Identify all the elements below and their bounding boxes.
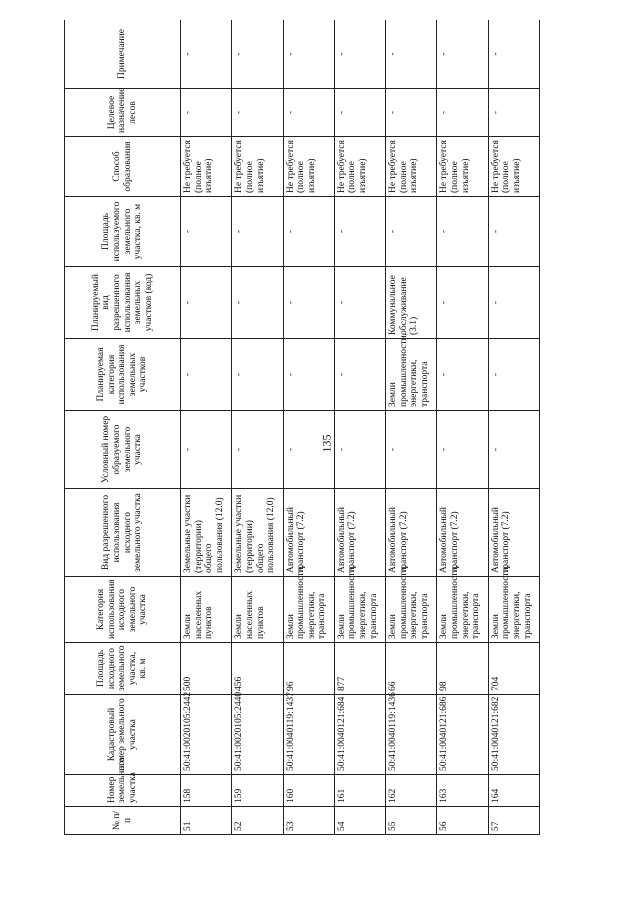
cell-num: 54 [334,807,385,835]
cell-use-plan: - [488,267,539,339]
cell-cadastral: 50:41:0020105:2442 [181,695,232,775]
header-num: № п/п [65,807,181,835]
cell-use-src: Автомобильный транспорт (7.2) [334,489,385,577]
cell-cat-src: Земли населенных пунктов [232,577,283,643]
cell-area-src: 98 [437,643,488,695]
cell-forest: - [283,89,334,137]
cell-note: - [488,20,539,89]
cell-area-src: 96 [283,643,334,695]
table-body [181,20,540,835]
table-row [181,20,232,835]
cell-area-used: - [334,197,385,267]
cell-use-src: Земельные участки (территории) общего пользования (12.0) [232,489,283,577]
cell-plot-no: 162 [386,775,437,807]
cell-plot-no: 164 [488,775,539,807]
header-area-src: Площадь исходного земельного участка, кв. м [65,643,181,695]
cell-use-plan: Коммунальное обслуживание (3.1) [386,267,437,339]
cell-method: Не требуется (полное изъятие) [488,137,539,197]
cell-use-plan: - [437,267,488,339]
cell-method: Не требуется (полное изъятие) [437,137,488,197]
cell-area-used: - [488,197,539,267]
table-row [334,20,385,835]
cell-cat-src: Земли промышленности, энергетики, транспорта [488,577,539,643]
cell-area-used: - [437,197,488,267]
cell-forest: - [181,89,232,137]
cell-use-plan: - [232,267,283,339]
cell-cadastral: 50:41:0040119:1436 [386,695,437,775]
cell-forest: - [232,89,283,137]
cell-cadastral: 50:41:0040121:684 [334,695,385,775]
cell-use-plan: - [283,267,334,339]
cell-area-used: - [181,197,232,267]
cell-method: Не требуется (полное изъятие) [181,137,232,197]
cell-method: Не требуется (полное изъятие) [334,137,385,197]
table-container [64,20,540,835]
cell-cadastral: 50:41:0040119:1437 [283,695,334,775]
cell-plot-no: 163 [437,775,488,807]
cell-area-used: - [232,197,283,267]
cell-forest: - [334,89,385,137]
table-row [283,20,334,835]
cell-cat-plan: - [437,339,488,411]
cell-plot-no: 158 [181,775,232,807]
cell-num: 51 [181,807,232,835]
cell-area-used: - [283,197,334,267]
header-cadastral: Кадастровый номер земельного участка [65,695,181,775]
cell-cond-no: - [181,411,232,489]
cell-area-src: 456 [232,643,283,695]
cell-num: 57 [488,807,539,835]
cell-area-src: 704 [488,643,539,695]
cell-cat-src: Земли промышленности, энергетики, транспорта [283,577,334,643]
cell-use-src: Автомобильный транспорт (7.2) [488,489,539,577]
cell-cond-no: - [334,411,385,489]
cell-note: - [283,20,334,89]
cell-use-src: Земельные участки (территории) общего пользования (12.0) [181,489,232,577]
cell-cond-no: - [437,411,488,489]
header-cat-plan: Планируемая категория использования земельных участков [65,339,181,411]
cell-cat-src: Земли промышленности, энергетики, транспорта [437,577,488,643]
page-number: 135 [319,434,334,453]
cell-area-src: 500 [181,643,232,695]
header-plot-no: Номер земельного участка [65,775,181,807]
header-area-used: Площадь используемого земельного участка, кв. м [65,197,181,267]
table-row [386,20,437,835]
cell-area-used: - [386,197,437,267]
cell-plot-no: 160 [283,775,334,807]
header-method: Способ образования [65,137,181,197]
cell-cond-no: - [283,411,334,489]
cell-num: 56 [437,807,488,835]
cell-forest: - [437,89,488,137]
cell-use-src: Автомобильный транспорт (7.2) [283,489,334,577]
cell-num: 53 [283,807,334,835]
table-row [488,20,539,835]
cell-cat-src: Земли населенных пунктов [181,577,232,643]
rotated-table-wrapper [64,20,540,835]
cell-use-src: Автомобильный транспорт (7.2) [386,489,437,577]
table-row [232,20,283,835]
cell-cat-plan: - [283,339,334,411]
cell-note: - [181,20,232,89]
cell-area-src: 877 [334,643,385,695]
cell-note: - [437,20,488,89]
cell-forest: - [488,89,539,137]
cell-num: 52 [232,807,283,835]
cell-cond-no: - [488,411,539,489]
cell-plot-no: 159 [232,775,283,807]
cell-use-plan: - [334,267,385,339]
cell-cadastral: 50:41:0040121:682 [488,695,539,775]
header-use-plan: Планируемый вид разрешенного использования земельных участков (код) [65,267,181,339]
cell-cat-src: Земли промышленности, энергетики, транспорта [386,577,437,643]
cell-cond-no: - [386,411,437,489]
cell-method: Не требуется (полное изъятие) [232,137,283,197]
header-row [65,20,181,835]
cell-cat-plan: - [232,339,283,411]
cell-note: - [334,20,385,89]
cell-cadastral: 50:41:0040121:686 [437,695,488,775]
header-cat-src: Категория использования исходного земельного участка [65,577,181,643]
cell-note: - [232,20,283,89]
cell-cat-plan: - [488,339,539,411]
header-use-src: Вид разрешенного использования исходного земельного участка [65,489,181,577]
cell-cat-plan: - [181,339,232,411]
header-forest: Целевое назначение лесов [65,89,181,137]
cell-cat-src: Земли промышленности, энергетики, транспорта [334,577,385,643]
header-note: Примечание [65,20,181,89]
cell-cadastral: 50:41:0020105:2440 [232,695,283,775]
cell-note: - [386,20,437,89]
cell-use-src: Автомобильный транспорт (7.2) [437,489,488,577]
cell-forest: - [386,89,437,137]
header-cond-no: Условный номер образуемого земельного участка [65,411,181,489]
cell-cond-no: - [232,411,283,489]
cell-area-src: 66 [386,643,437,695]
cell-cat-plan: - [334,339,385,411]
cell-method: Не требуется (полное изъятие) [386,137,437,197]
cell-use-plan: - [181,267,232,339]
table-row [437,20,488,835]
cell-num: 55 [386,807,437,835]
cell-plot-no: 161 [334,775,385,807]
land-plots-table [64,20,540,835]
cell-method: Не требуется (полное изъятие) [283,137,334,197]
cell-cat-plan: Земли промышленности, энергетики, транспорта [386,339,437,411]
